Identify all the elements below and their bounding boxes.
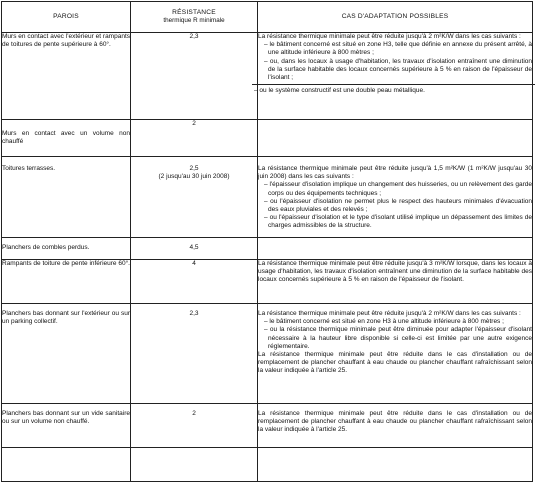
- header-parois: PAROIS: [2, 2, 131, 33]
- resistance-cell: 2: [131, 120, 258, 157]
- cas-main-text: La résistance thermique minimale peut être réduite jusqu'à 2 m²K/W dans les cas suivants :: [258, 33, 521, 40]
- cas-item: – ou, dans les locaux à usage d'habitation, les travaux d'isolation entraînent une diminution de la surface habitable des locaux concernés supérieure à 5 % en raison de l'épaisseur de l'isolant ;: [264, 57, 532, 82]
- table-row: [2, 238, 533, 260]
- parois-cell: Planchers bas donnant sur l'extérieur ou sur un parking collectif.: [2, 304, 131, 404]
- parois-cell: Planchers de combles perdus.: [2, 238, 131, 260]
- table-row: [2, 120, 533, 157]
- cas-extra-text: – ou le système constructif est une double peau métallique.: [252, 84, 535, 95]
- table-row: [2, 304, 533, 404]
- header-resistance: [131, 2, 258, 33]
- cas-main-text: La résistance thermique minimale peut être réduite jusqu'à 2 m²K/W dans les cas suivants :: [258, 310, 521, 317]
- parois-cell: Toitures terrasses.: [2, 157, 131, 238]
- table-row: [2, 404, 533, 448]
- resistance-cell: 2,3: [131, 33, 258, 120]
- regulation-table: [1, 1, 533, 482]
- parois-cell: Murs en contact avec un volume non chauffé: [2, 120, 131, 157]
- cas-item: – le bâtiment concerné est situé en zone H3, telle que définie en annexe du présent arrêté, à une altitude inférieure à 800 mètres ;: [264, 41, 532, 57]
- resistance-cell: 2,3: [131, 304, 258, 404]
- cas-item: – le bâtiment concerné est situé en zone H3 à une altitude inférieure à 800 mètres ;: [264, 318, 504, 326]
- cas-main-text: La résistance thermique minimale peut être réduite jusqu'à 3 m²K/W lorsque, dans les locaux à usage d'habitation, les travaux d'isolation entraînent une diminution de la surface habitable des locaux concernés supérieure à 5 % en raison de l'épaisseur de l'isolant.: [258, 260, 532, 284]
- table-row: [2, 33, 533, 120]
- parois-cell: Planchers bas donnant sur un vide sanitaire ou sur un volume non chauffé.: [2, 404, 131, 448]
- cas-item: – ou la résistance thermique minimale peut être diminuée pour adapter l'épaisseur d'isolant nécessaire à la hauteur libre disponible si celle-ci est limitée par une autre exigence réglementaire.: [264, 326, 532, 350]
- cas-main-text: La résistance thermique minimale peut être réduite dans le cas d'installation ou de remplacement de plancher chauffant à eau chaude ou plancher chauffant rafraîchissant selon la valeur indiquée à l'article 25.: [258, 410, 532, 434]
- resistance-cell: 4: [131, 260, 258, 304]
- parois-cell: Murs en contact avec l'extérieur et rampants de toitures de pente supérieure à 60°.: [2, 33, 131, 120]
- table-row: [2, 157, 533, 238]
- resistance-cell: 4,5: [131, 238, 258, 260]
- cas-item: – ou l'épaisseur d'isolation ne permet plus le respect des hauteurs minimales d'évacuation des eaux pluviales et des relevés ;: [264, 197, 532, 214]
- cas-cell: [258, 304, 533, 404]
- cas-main-text: La résistance thermique minimale peut être réduite jusqu'à 1,5 m²K/W (1 m²K/W jusqu'au 30 juin 2008) dans les cas suivants :: [258, 165, 532, 181]
- resistance-note: (2 jusqu'au 30 juin 2008): [158, 173, 230, 181]
- resistance-cell: 2: [131, 404, 258, 448]
- cas-item: – ou l'épaisseur d'isolation et le type d'isolant utilisé implique un dépassement des limites de charges admissibles de la structure.: [264, 214, 532, 230]
- parois-cell: Rampants de toiture de pente inférieure 60°.: [2, 260, 131, 304]
- header-resistance-title: RÉSISTANCE: [172, 8, 216, 16]
- cas-item: – l'épaisseur d'isolation implique un changement des huisseries, ou un relèvement des garde corps ou des équipements techniques ;: [264, 181, 532, 197]
- cas-cell-empty: [258, 120, 533, 157]
- header-row: [2, 2, 533, 33]
- header-resistance-subtitle: thermique R minimale: [163, 17, 225, 24]
- table-row: [2, 260, 533, 304]
- cas-cell: [258, 157, 533, 238]
- table-filler-row: [2, 448, 533, 482]
- cas-cell: [258, 260, 533, 304]
- header-cas: CAS D'ADAPTATION POSSIBLES: [258, 2, 533, 33]
- resistance-value: 2,5: [189, 165, 199, 172]
- cas-extra-text: La résistance thermique minimale peut être réduite dans le cas d'installation ou de remplacement de plancher chauffant à eau chaude ou plancher chauffant rafraîchissant selon la valeur indiquée à l'article 25.: [258, 351, 532, 375]
- cas-cell-empty: [258, 238, 533, 260]
- cas-cell: [258, 404, 533, 448]
- resistance-cell: [131, 157, 258, 238]
- cas-cell: [254, 33, 533, 120]
